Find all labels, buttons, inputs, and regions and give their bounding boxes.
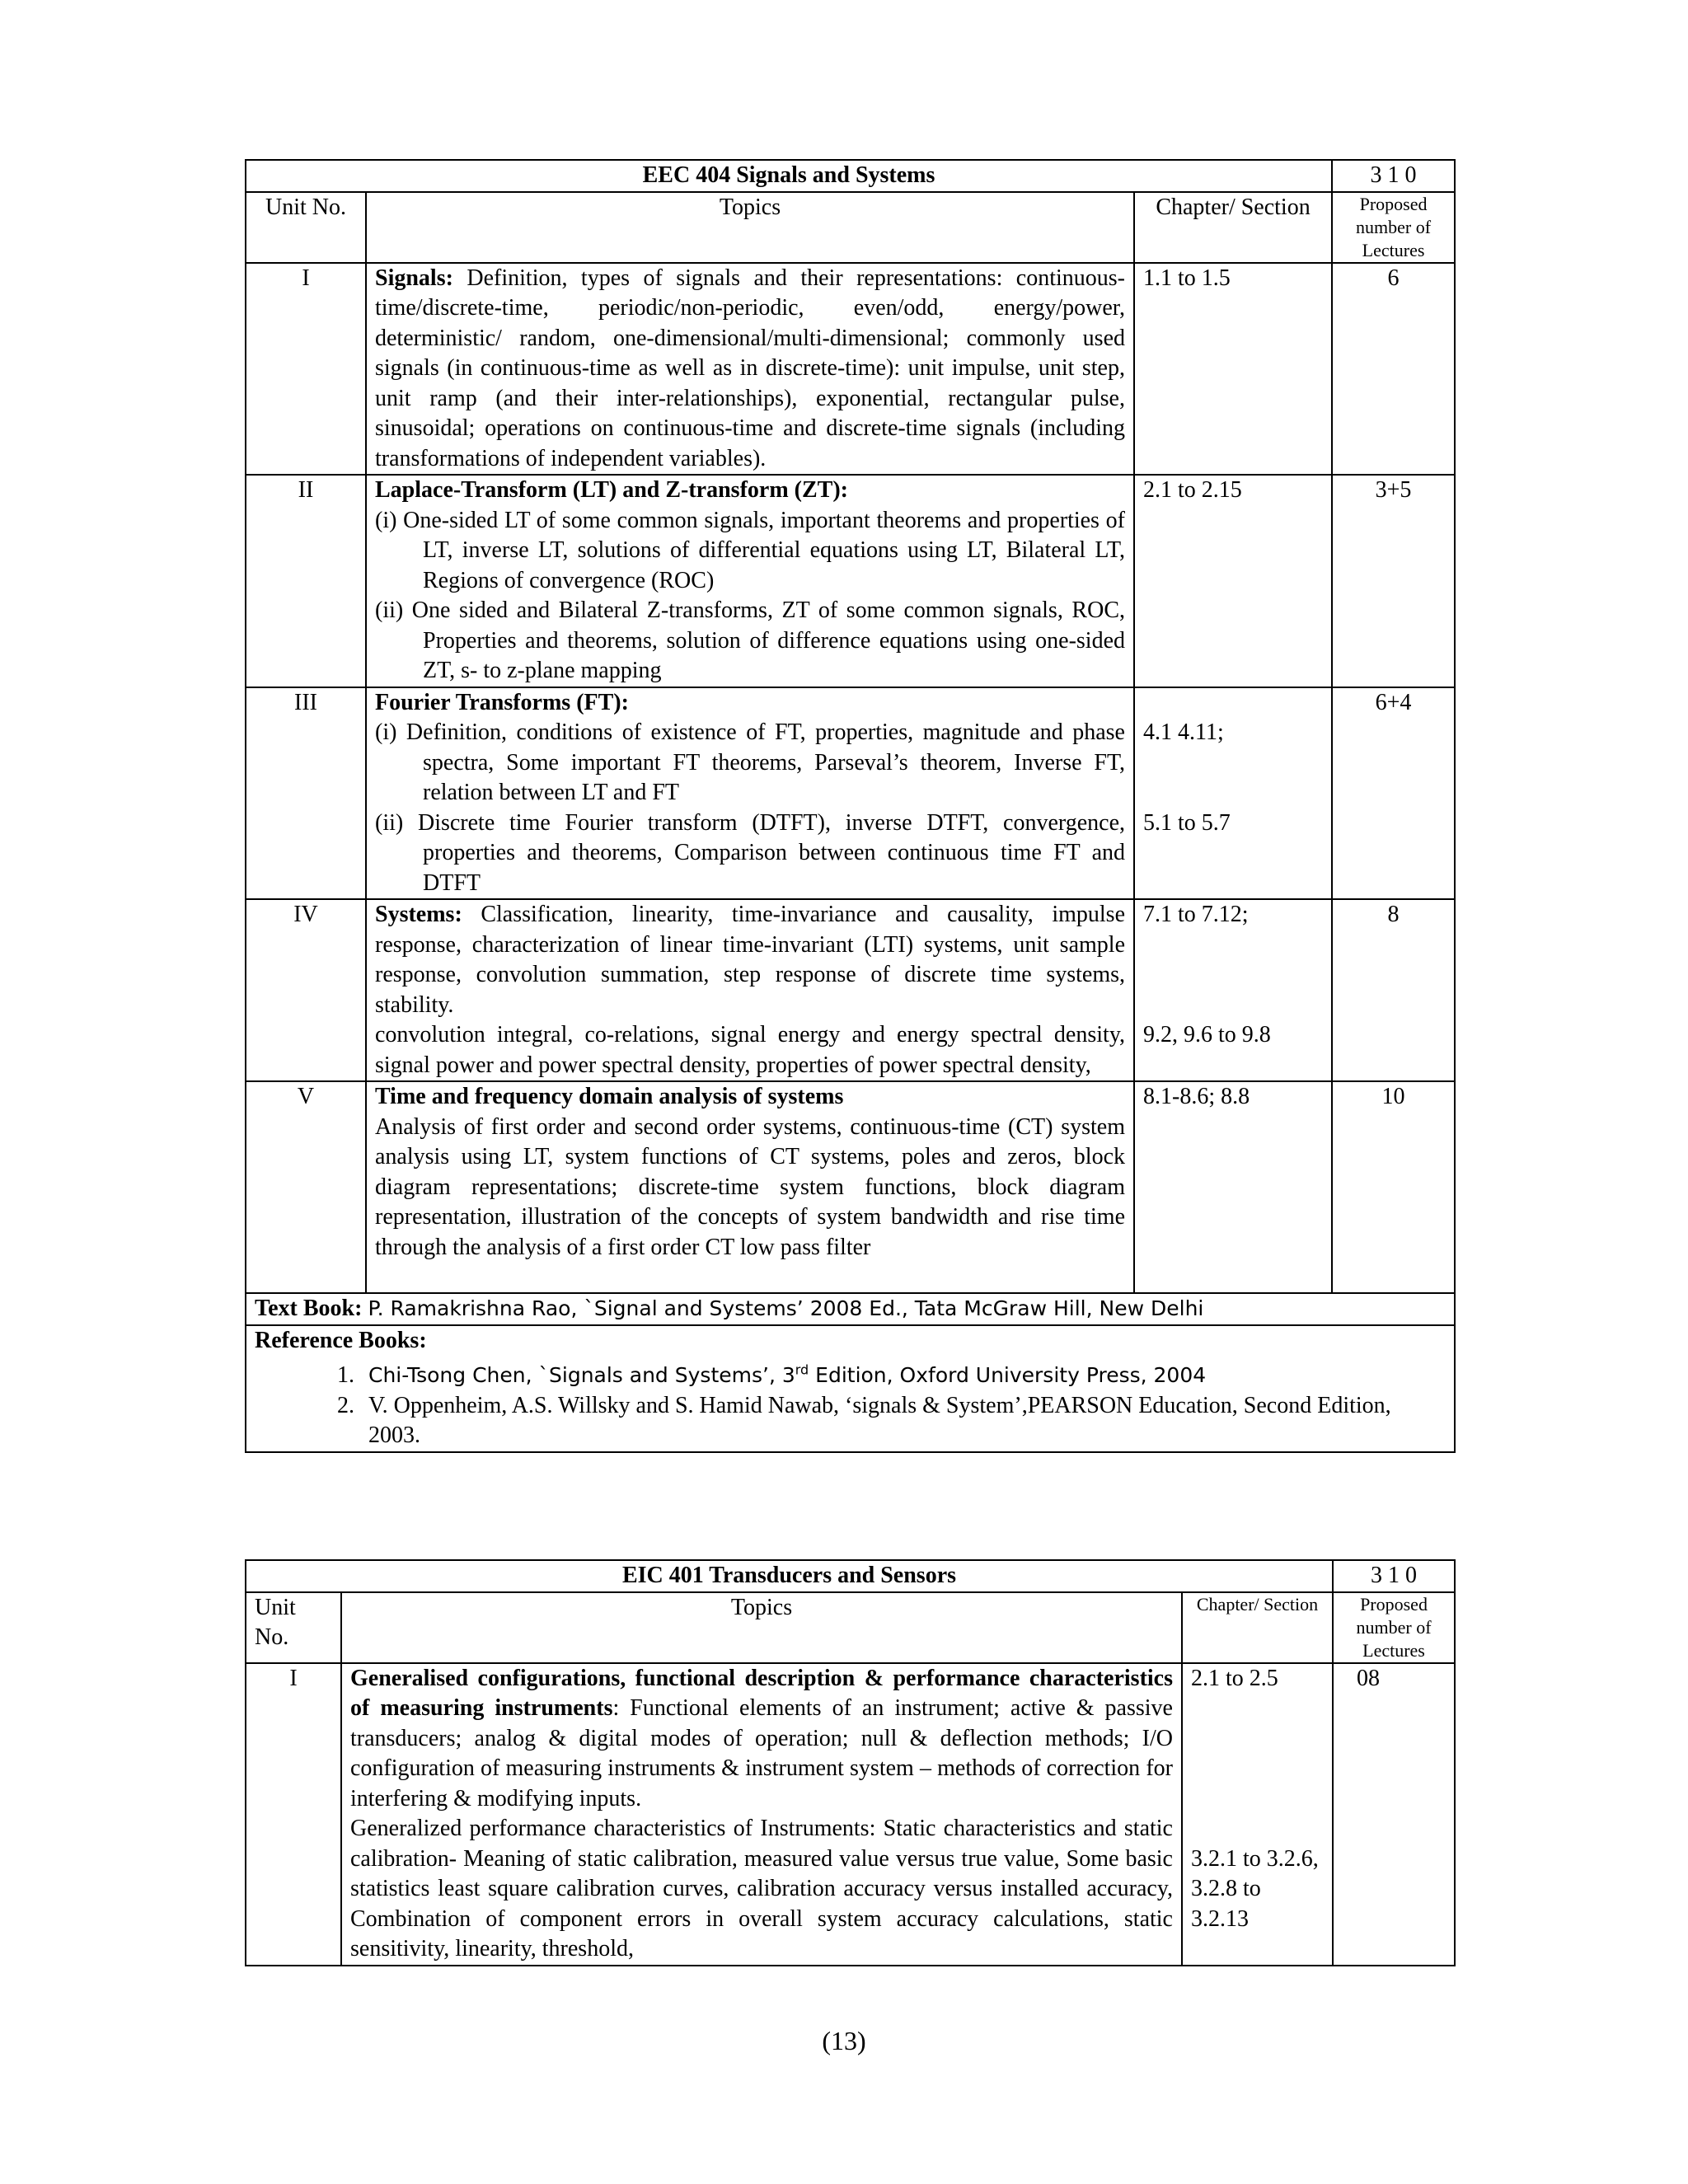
unit-topics bbox=[366, 475, 1134, 687]
table-row bbox=[246, 899, 1455, 1081]
unit-topics bbox=[366, 899, 1134, 1081]
references-cell bbox=[246, 1325, 1455, 1452]
lecture-count: 6 bbox=[1332, 263, 1455, 476]
table-header-row bbox=[246, 192, 1455, 263]
page-number: (13) bbox=[822, 2026, 866, 2055]
lecture-count: 8 bbox=[1332, 899, 1455, 1081]
lecture-count: 08 bbox=[1333, 1663, 1455, 1966]
reference-list bbox=[255, 1356, 1446, 1451]
topic-item: (ii) Discrete time Fourier transform (DTFT), inverse DTFT, convergence, properties and theorems, Comparison between continuous time FT and DTFT bbox=[375, 809, 1125, 896]
table-title-row bbox=[246, 160, 1455, 192]
references-row bbox=[246, 1325, 1455, 1452]
chapter-section bbox=[1182, 1663, 1333, 1966]
list-item: 1. Chi-Tsong Chen, `Signals and Systems’, 3rd Edition, Oxford University Press, 2004 bbox=[360, 1356, 1446, 1391]
header-topics: Topics bbox=[341, 1592, 1182, 1663]
textbook-citation: P. Ramakrishna Rao, `Signal and Systems’ 2008 Ed., Tata McGraw Hill, New Delhi bbox=[368, 1296, 1204, 1320]
unit-number: III bbox=[246, 687, 366, 900]
unit-number: I bbox=[246, 1663, 341, 1966]
topic-heading: Time and frequency domain analysis of systems bbox=[375, 1084, 844, 1109]
course-title: EIC 401 Transducers and Sensors bbox=[246, 1560, 1333, 1592]
table-row bbox=[246, 475, 1455, 687]
topic-text: Definition, types of signals and their representations: continuous-time/discrete-time, periodic/non-periodic, even/odd, energy/power, deterministic/ random, one-dimensional/multi-dimensional; commonly used signals (in continuous-time as well as in discrete-time): unit impulse, unit step, unit ramp (and their inter-relationships), exponential, rectangular pulse, sinusoidal; operations on continuous-time and discrete-time signals (including transformations of independent variables). bbox=[375, 265, 1126, 471]
chapter-section bbox=[1134, 899, 1332, 1081]
chapter-ref: 7.1 to 7.12; bbox=[1143, 902, 1249, 927]
table-title-row bbox=[246, 1560, 1455, 1592]
chapter-ref: 3.2.1 to 3.2.6, 3.2.8 to 3.2.13 bbox=[1191, 1845, 1319, 1932]
course-credits: 3 1 0 bbox=[1333, 1560, 1455, 1592]
topic-heading: Generalised configurations, functional description & performance characteristics of measuring instruments bbox=[350, 1665, 1173, 1721]
textbook-label: Text Book: bbox=[255, 1296, 363, 1321]
unit-number: V bbox=[246, 1081, 366, 1293]
chapter-section: 8.1-8.6; 8.8 bbox=[1134, 1081, 1332, 1293]
table-row bbox=[246, 1663, 1455, 1966]
topic-text: Generalized performance characteristics of Instruments: Static characteristics and static calibration- Meaning of static calibration, measured value versus true value, Some basic statistics least square calibration curves, calibration accuracy versus installed accuracy, Combination of component errors in overall system accuracy calculations, static sensitivity, linearity, threshold, bbox=[350, 1816, 1173, 1961]
lecture-count: 3+5 bbox=[1332, 475, 1455, 687]
references-label: Reference Books: bbox=[255, 1327, 427, 1353]
header-lectures: Proposed number of Lectures bbox=[1332, 192, 1455, 263]
header-chapter: Chapter/ Section bbox=[1134, 192, 1332, 263]
unit-topics bbox=[366, 1081, 1134, 1293]
unit-topics bbox=[366, 263, 1134, 476]
lecture-count: 10 bbox=[1332, 1081, 1455, 1293]
header-chapter: Chapter/ Section bbox=[1182, 1592, 1333, 1663]
course-title: EEC 404 Signals and Systems bbox=[246, 160, 1332, 192]
unit-topics bbox=[341, 1663, 1182, 1966]
syllabus-table-eec404 bbox=[245, 159, 1456, 1453]
topic-text: Classification, linearity, time-invariance and causality, impulse response, characterization of linear time-invariant (LTI) systems, unit sample response, convolution summation, step response of discrete time systems, stability. bbox=[375, 902, 1125, 1018]
chapter-ref: 2.1 to 2.5 bbox=[1191, 1665, 1278, 1691]
topic-heading: Laplace-Transform (LT) and Z-transform (ZT): bbox=[375, 477, 848, 503]
topic-heading: Systems: bbox=[375, 902, 462, 927]
chapter-section: 1.1 to 1.5 bbox=[1134, 263, 1332, 476]
list-item: 2. V. Oppenheim, A.S. Willsky and S. Hamid Nawab, ‘signals & System’,PEARSON Education, Second Edition, 2003. bbox=[360, 1391, 1446, 1451]
unit-number: I bbox=[246, 263, 366, 476]
header-unit: Unit No. bbox=[246, 192, 366, 263]
unit-number: IV bbox=[246, 899, 366, 1081]
topic-text: convolution integral, co-relations, signal energy and energy spectral density, signal power and power spectral density, properties of power spectral density, bbox=[375, 1022, 1125, 1078]
header-topics: Topics bbox=[366, 192, 1134, 263]
topic-item: (i) One-sided LT of some common signals, important theorems and properties of LT, inverse LT, solutions of differential equations using LT, Bilateral LT, Regions of convergence (ROC) bbox=[375, 507, 1125, 593]
chapter-ref: 9.2, 9.6 to 9.8 bbox=[1143, 1022, 1271, 1047]
lecture-count: 6+4 bbox=[1332, 687, 1455, 900]
table-row bbox=[246, 687, 1455, 900]
unit-topics bbox=[366, 687, 1134, 900]
chapter-ref: 4.1 4.11; bbox=[1143, 719, 1224, 745]
header-lectures: Proposed number of Lectures bbox=[1333, 1592, 1455, 1663]
course-credits: 3 1 0 bbox=[1332, 160, 1455, 192]
header-unit: Unit No. bbox=[246, 1592, 341, 1663]
unit-number: II bbox=[246, 475, 366, 687]
chapter-section: 2.1 to 2.15 bbox=[1134, 475, 1332, 687]
topic-item: (ii) One sided and Bilateral Z-transforms, ZT of some common signals, ROC, Properties and theorems, solution of difference equations using one-sided ZT, s- to z-plane mapping bbox=[375, 598, 1125, 683]
topic-heading: Fourier Transforms (FT): bbox=[375, 689, 629, 715]
topic-item: (i) Definition, conditions of existence of FT, properties, magnitude and phase spectra, Some important FT theorems, Parseval’s theorem, Inverse FT, relation between LT and FT bbox=[375, 719, 1125, 805]
topic-text: Analysis of first order and second order systems, continuous-time (CT) system analysis using LT, system functions of CT systems, poles and zeros, block diagram representations; discrete-time system functions, block diagram representation, illustration of the concepts of system bandwidth and rise time through the analysis of a first order CT low pass filter bbox=[375, 1113, 1125, 1260]
table-header-row bbox=[246, 1592, 1455, 1663]
topic-heading: Signals: bbox=[375, 265, 453, 291]
syllabus-table-eic401 bbox=[245, 1559, 1456, 1966]
chapter-section bbox=[1134, 687, 1332, 900]
table-row bbox=[246, 263, 1455, 476]
table-row bbox=[246, 1081, 1455, 1293]
textbook-cell bbox=[246, 1293, 1455, 1325]
topic-text: : Functional elements of an instrument; active & passive transducers; analog & digital modes of operation; null & deflection methods; I/O configuration of measuring instruments & instrument system – methods of correction for interfering & modifying inputs. bbox=[350, 1695, 1173, 1811]
textbook-row bbox=[246, 1293, 1455, 1325]
chapter-ref: 5.1 to 5.7 bbox=[1143, 809, 1231, 836]
